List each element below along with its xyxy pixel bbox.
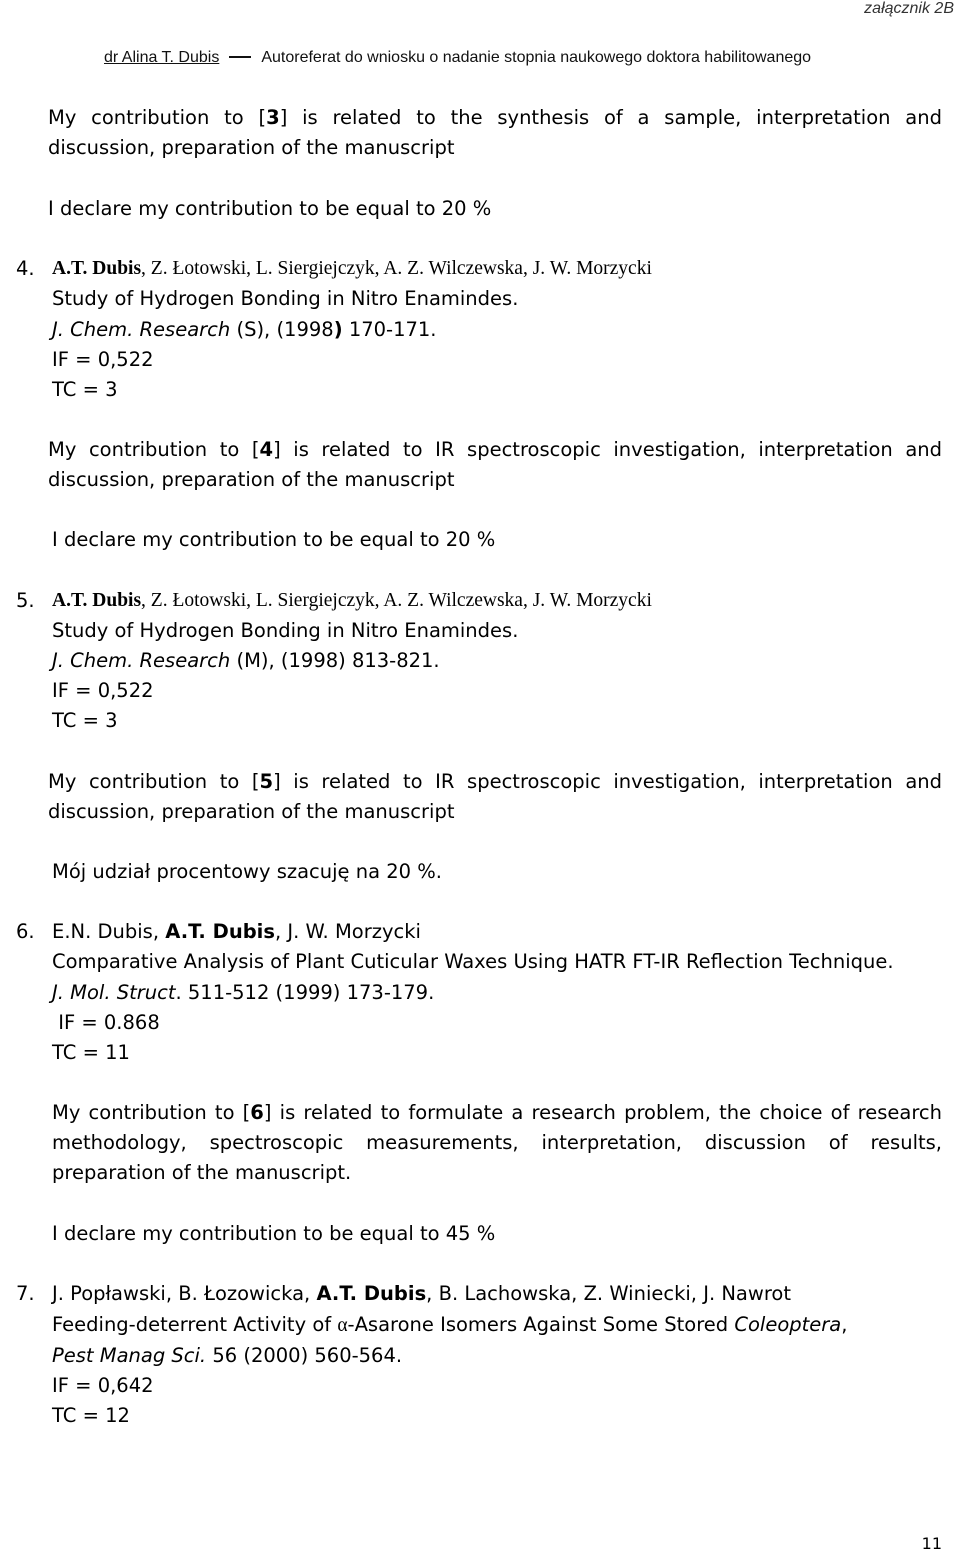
item-5-impact-factor: IF = 0,522 [52, 679, 154, 702]
item-5-title: Study of Hydrogen Bonding in Nitro Enamindes. [52, 619, 519, 642]
item-7-authors [52, 1279, 791, 1309]
journal-paren: ) [333, 318, 343, 341]
item-6-impact-factor: IF = 0.868 [52, 1011, 160, 1034]
item-7-citations: TC = 12 [52, 1404, 130, 1427]
item-5-declaration: Mój udział procentowy szacuję na 20 %. [52, 860, 442, 883]
contribution-text: ] is related to the synthesis of a sample, interpretation and [279, 106, 942, 129]
author-highlight: A.T. Dubis [316, 1282, 427, 1305]
journal-pages: 170-171. [342, 318, 437, 341]
item-7-journal [52, 1341, 402, 1371]
journal-details: (M), (1998) 813-821. [230, 649, 440, 672]
item-4-declaration: I declare my contribution to be equal to 20 % [52, 528, 496, 551]
header-author: dr Alina T. Dubis [104, 49, 220, 66]
reference-number: 5 [259, 770, 274, 793]
item-6-contribution-line1 [52, 1098, 942, 1128]
annex-label: załącznik 2B [864, 0, 954, 17]
journal-name: J. Mol. Struct [52, 981, 176, 1004]
alpha-symbol: α [337, 1315, 348, 1336]
item-6-authors [52, 917, 421, 947]
item-number-4: 4. [16, 257, 35, 280]
contribution-text: ] is related to formulate a research problem, the choice of research [263, 1101, 943, 1124]
item-7-impact-factor: IF = 0,642 [52, 1374, 154, 1397]
title-italic: Coleoptera [734, 1313, 842, 1336]
title-text: -Asarone Isomers Against Some Stored [347, 1313, 735, 1336]
reference-number: 4 [259, 438, 274, 461]
item-7-title [52, 1310, 847, 1341]
item-number-5: 5. [16, 589, 35, 612]
item-5-contribution-line2: discussion, preparation of the manuscript [48, 800, 455, 823]
reference-number: 3 [266, 106, 280, 129]
journal-name: J. Chem. Research [52, 318, 231, 341]
contribution-text: My contribution to [ [48, 770, 260, 793]
author-highlight: A.T. Dubis [52, 590, 142, 611]
declaration-3: I declare my contribution to be equal to 20 % [48, 197, 492, 220]
authors-pre: E.N. Dubis, [52, 920, 166, 943]
contribution-text: ] is related to IR spectroscopic investigation, interpretation and [273, 438, 943, 461]
item-5-journal [52, 646, 440, 676]
item-6-contribution-line3: preparation of the manuscript. [52, 1161, 352, 1184]
item-4-authors [52, 254, 652, 284]
authors-rest: , Z. Łotowski, L. Siergiejczyk, A. Z. Wilczewska, J. W. Morzycki [141, 590, 652, 611]
item-6-journal [52, 978, 434, 1008]
item-number-6: 6. [16, 920, 35, 943]
author-highlight: A.T. Dubis [165, 920, 275, 943]
item-number-7: 7. [16, 1282, 35, 1305]
item-6-citations: TC = 11 [52, 1041, 130, 1064]
item-4-impact-factor: IF = 0,522 [52, 348, 154, 371]
journal-details: (S), (1998 [230, 318, 334, 341]
journal-name: J. Chem. Research [52, 649, 231, 672]
reference-number: 6 [250, 1101, 264, 1124]
author-highlight: A.T. Dubis [52, 258, 142, 279]
item-4-title: Study of Hydrogen Bonding in Nitro Enamindes. [52, 287, 519, 310]
title-text: , [841, 1313, 848, 1336]
contribution-3-line1 [48, 103, 942, 133]
contribution-text: My contribution to [ [48, 438, 260, 461]
item-5-authors [52, 586, 652, 616]
item-4-journal [52, 315, 437, 345]
authors-rest: , Z. Łotowski, L. Siergiejczyk, A. Z. Wilczewska, J. W. Morzycki [141, 258, 652, 279]
title-text: Feeding-deterrent Activity of [52, 1313, 338, 1336]
item-5-contribution-line1 [48, 767, 942, 797]
authors-rest: , B. Lachowska, Z. Winiecki, J. Nawrot [426, 1282, 791, 1305]
contribution-text: My contribution to [ [52, 1101, 251, 1124]
header-title: Autoreferat do wniosku o nadanie stopnia naukowego doktora habilitowanego [261, 49, 812, 66]
authors-pre: J. Popławski, B. Łozowicka, [52, 1282, 317, 1305]
item-4-citations: TC = 3 [52, 378, 118, 401]
item-6-declaration: I declare my contribution to be equal to 45 % [52, 1222, 496, 1245]
contribution-text: My contribution to [ [48, 106, 267, 129]
header-dash [229, 56, 251, 58]
page-header [104, 49, 811, 67]
journal-details: 56 (2000) 560-564. [206, 1344, 403, 1367]
contribution-text: ] is related to IR spectroscopic investigation, interpretation and [273, 770, 943, 793]
item-6-contribution-line2: methodology, spectroscopic measurements, interpretation, discussion of results, [52, 1131, 942, 1154]
item-4-contribution-line2: discussion, preparation of the manuscript [48, 468, 455, 491]
item-5-citations: TC = 3 [52, 709, 118, 732]
page-number: 11 [921, 1534, 942, 1553]
item-6-title: Comparative Analysis of Plant Cuticular Waxes Using HATR FT-IR Reflection Technique. [52, 950, 894, 973]
journal-name: Pest Manag Sci. [52, 1344, 207, 1367]
authors-rest: , J. W. Morzycki [274, 920, 421, 943]
journal-details: . 511-512 (1999) 173-179. [175, 981, 435, 1004]
item-4-contribution-line1 [48, 435, 942, 465]
contribution-3-line2: discussion, preparation of the manuscript [48, 136, 455, 159]
